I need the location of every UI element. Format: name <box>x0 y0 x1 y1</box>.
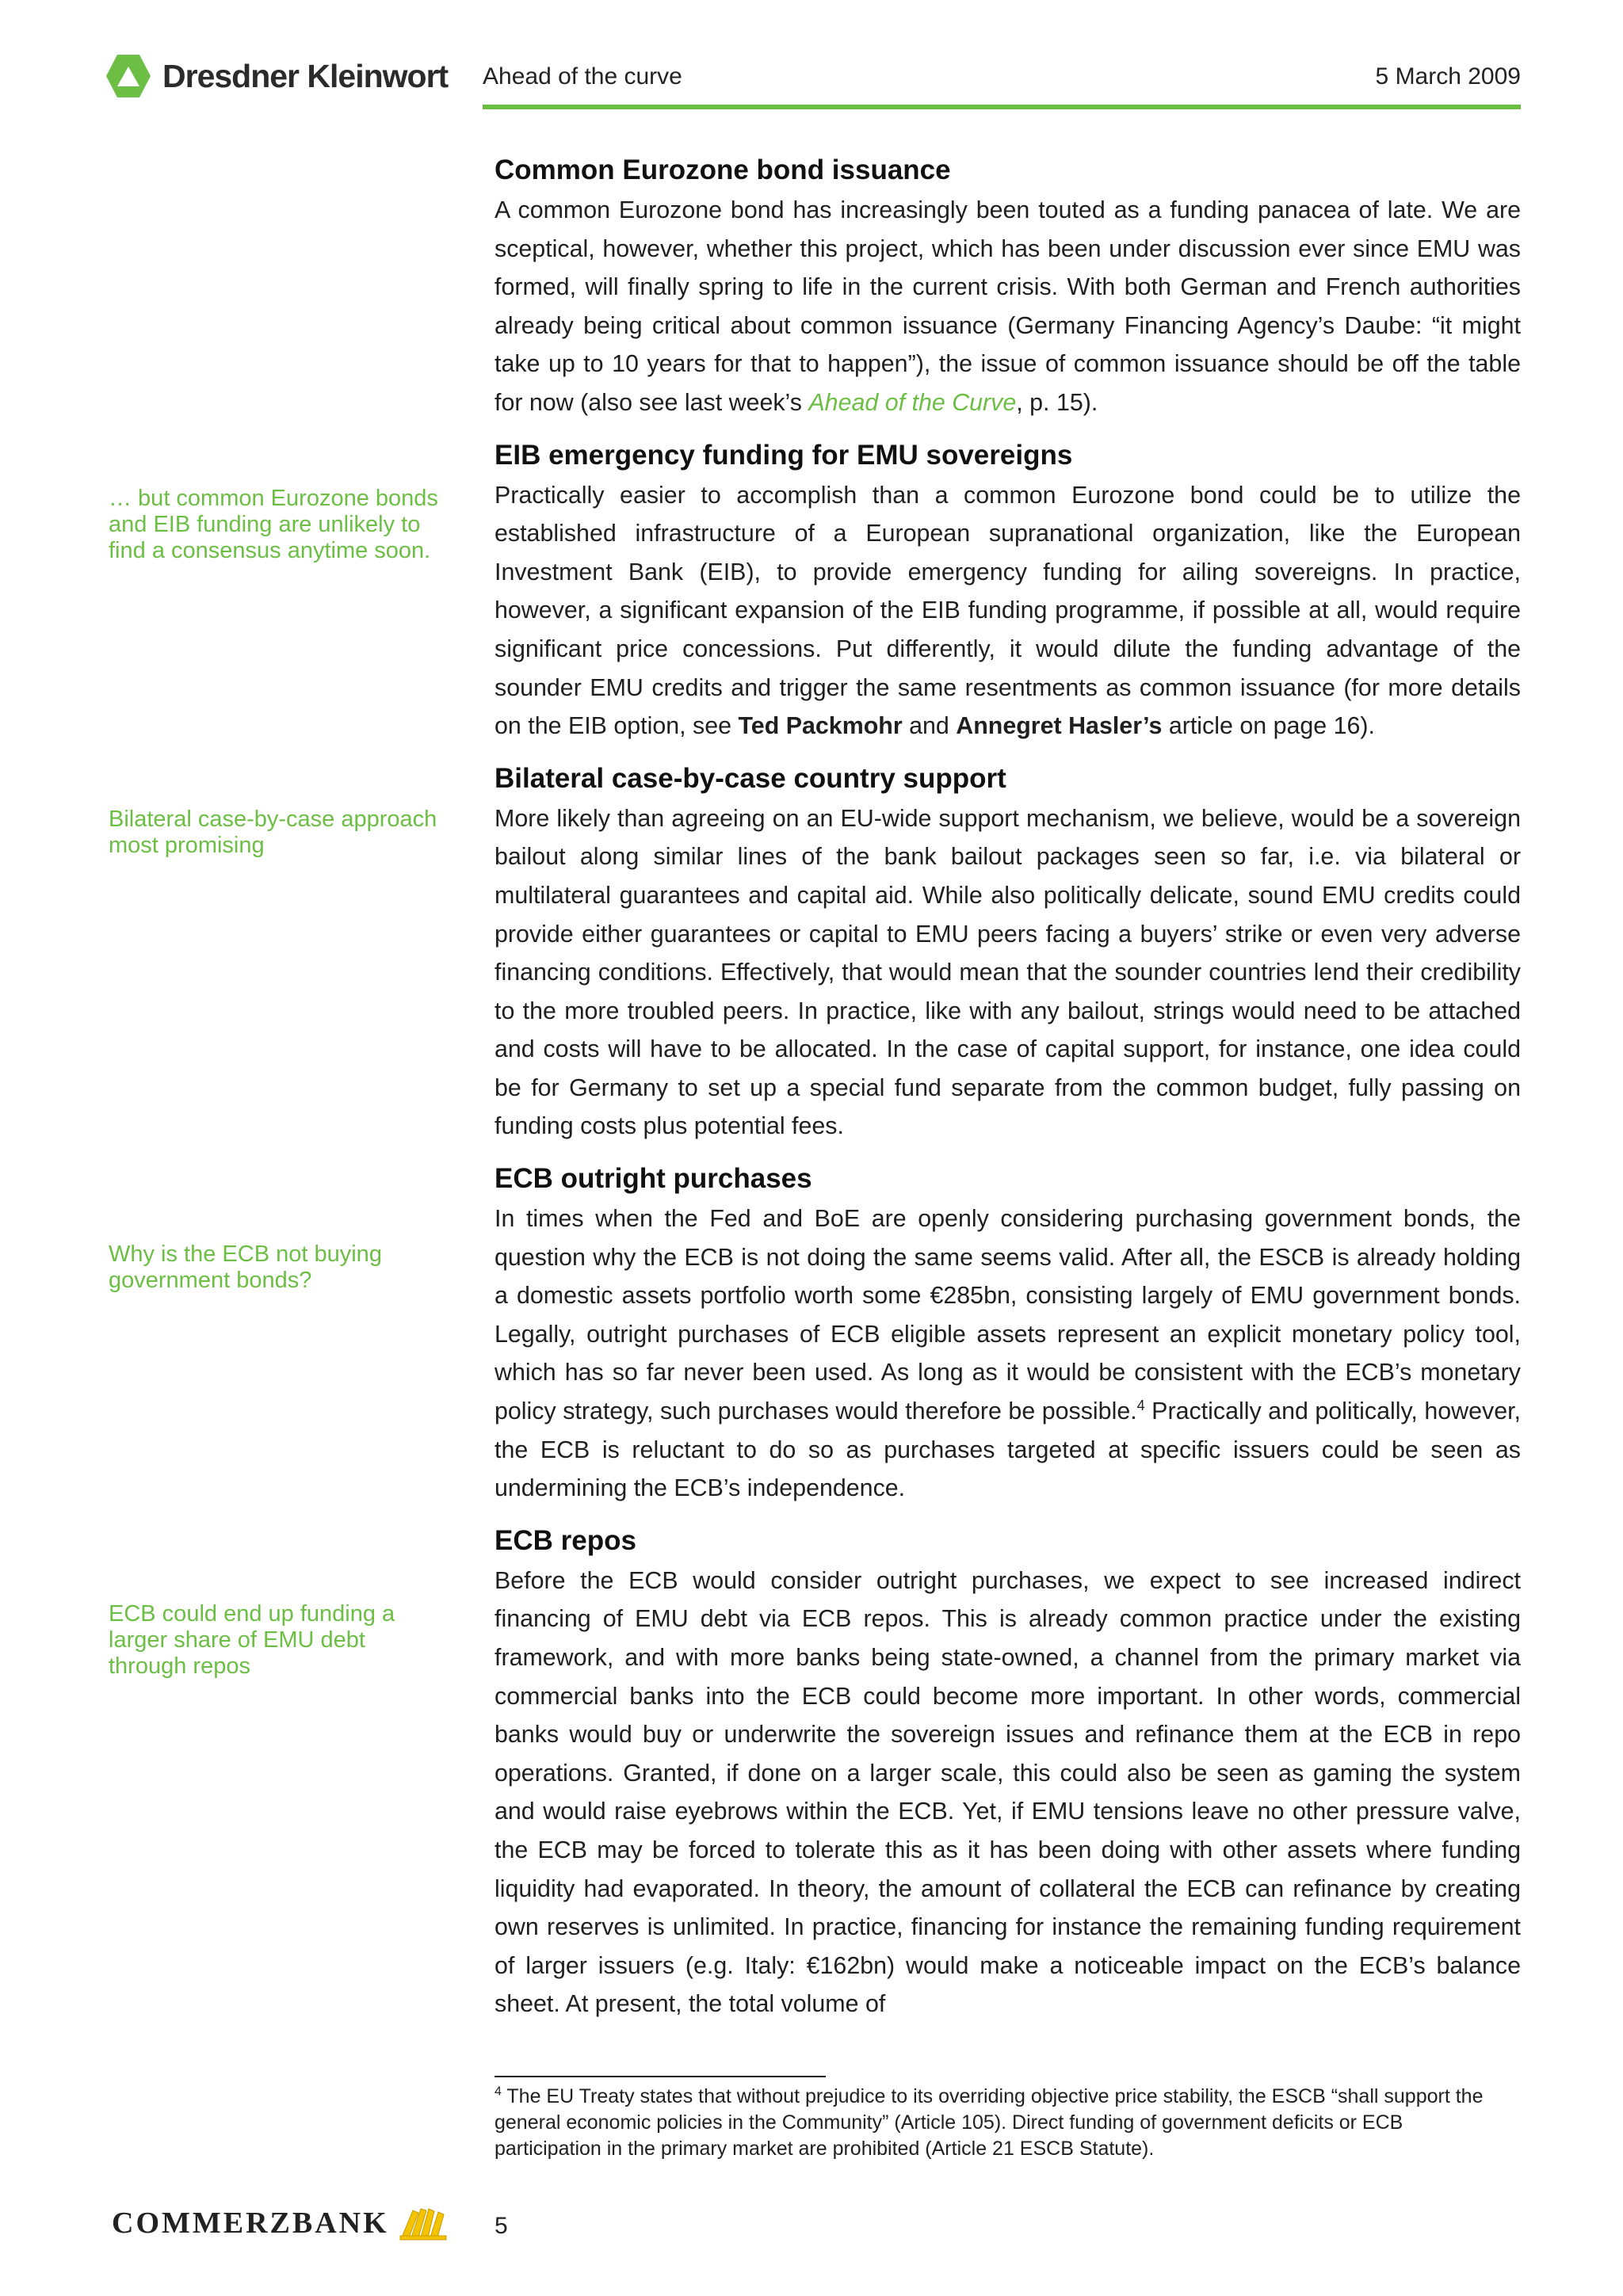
paragraph-text: article on page 16). <box>1162 712 1375 740</box>
footnote-rule <box>495 2076 826 2077</box>
header-date: 5 March 2009 <box>1375 63 1521 90</box>
heading-ecb-outright-purchases: ECB outright purchases <box>495 1163 812 1195</box>
main-content <box>495 153 1521 2023</box>
margin-note-ecb-buying: Why is the ECB not buying government bonds? <box>109 1241 382 1293</box>
heading-common-eurozone-bond: Common Eurozone bond issuance <box>495 154 951 185</box>
footnote-text: The EU Treaty states that without prejudice to its overriding objective price stability, the ESCB “shall support the general economic policies in the Community” (Article 105). Direct funding of government deficits or ECB participation in the primary market are prohibited (Article 21 ESCB Statute). <box>495 2085 1484 2160</box>
footnote-number: 4 <box>495 2084 502 2099</box>
paragraph-ecb-repos: Before the ECB would consider outright purchases, we expect to see increased indirect financing of EMU debt via ECB repos. This is already common practice under the existing framework, and with more banks being state-owned, a channel from the primary market via commercial banks into the ECB could become more important. In other words, commercial banks would buy or underwrite the sovereign issues and refinance them at the ECB in repo operations. Granted, if done on a larger scale, this could also be seen as gaming the system and would raise eyebrows within the ECB. Yet, if EMU tensions leave no other pressure valve, the ECB may be forced to tolerate this as it has been doing with other assets where funding liquidity had evaporated. In theory, the amount of collateral the ECB can refinance by creating own reserves is unlimited. In practice, financing for instance the remaining funding requirement of larger issuers (e.g. Italy: €162bn) would make a noticeable impact on the ECB’s balance sheet. At present, the total volume of <box>495 1566 1521 2018</box>
margin-note-ecb-repos: ECB could end up funding a larger share of EMU debt through repos <box>109 1601 395 1679</box>
footnote <box>495 2084 1493 2162</box>
paragraph-eib-emergency-funding <box>495 476 1521 746</box>
commerzbank-logo <box>112 2206 449 2241</box>
heading-ecb-repos: ECB repos <box>495 1524 636 1556</box>
paragraph-bilateral-support: More likely than agreeing on an EU-wide support mechanism, we believe, would be a sovereign bailout along similar lines of the bank bailout packages seen so far, i.e. via bilateral or multilateral guarantees and capital aid. While also politically delicate, sound EMU credits could provide either guarantees or capital to EMU peers facing a buyers’ strike or even very adverse financing conditions. Effectively, that would mean that the sounder countries lend their credibility to the more troubled peers. In practice, like with any bailout, strings would need to be attached and costs will have to be allocated. In the case of capital support, for instance, one idea could be for Germany to set up a special fund separate from the common budget, fully passing on funding costs plus potential fees. <box>495 804 1521 1140</box>
commerzbank-ribbon-icon <box>397 2206 449 2241</box>
paragraph-common-eurozone-bond <box>495 191 1521 422</box>
margin-note-eurozone-eib: … but common Eurozone bonds and EIB funding are unlikely to find a consensus anytime soon. <box>109 486 438 563</box>
paragraph-text: Practically easier to accomplish than a common Eurozone bond could be to utilize the established infrastructure of a European supranational organization, like the European Investment Bank (EIB), to provide emergency funding for ailing sovereigns. In practice, however, a significant expansion of the EIB funding programme, if possible at all, would require significant price concessions. Put differently, it would dilute the funding advantage of the sounder EMU credits and trigger the same resentments as common issuance (for more details on the EIB option, see <box>495 481 1521 740</box>
margin-note-bilateral: Bilateral case-by-case approach most promising <box>109 807 437 858</box>
author-name: Annegret Hasler’s <box>956 712 1163 740</box>
paragraph-text: A common Eurozone bond has increasingly been touted as a funding panacea of late. We are sceptical, however, whether this project, which has been under discussion ever since EMU was formed, will finally spring to life in the current crisis. With both German and French authorities already being critical about common issuance (Germany Financing Agency’s Daube: “it might take up to 10 years for that to happen”), the issue of common issuance should be off the table for now (also see last week’s <box>495 196 1521 416</box>
author-name: Ted Packmohr <box>738 712 903 740</box>
commerzbank-name: COMMERZBANK <box>112 2206 389 2240</box>
paragraph-text: and <box>902 712 957 740</box>
footnote-reference[interactable]: 4 <box>1136 1397 1145 1413</box>
paragraph-text: Practically and politically, however, the ECB is reluctant to do so as purchases targeted at specific issuers could be seen as undermining the ECB’s independence. <box>495 1398 1521 1502</box>
page-number: 5 <box>495 2213 508 2239</box>
paragraph-ecb-outright-purchases <box>495 1199 1521 1508</box>
header-title: Ahead of the curve <box>483 63 682 90</box>
dresdner-logo-icon <box>105 53 151 99</box>
paragraph-text: , p. 15). <box>1016 388 1098 416</box>
dresdner-kleinwort-logo <box>105 52 449 100</box>
paragraph-text: In times when the Fed and BoE are openly considering purchasing government bonds, the question why the ECB is not doing the same seems valid. After all, the ESCB is already holding a domestic assets portfolio worth some €285bn, consisting largely of EMU government bonds. Legally, outright purchases of ECB eligible assets represent an explicit monetary policy tool, which has so far never been used. As long as it would be consistent with the ECB’s monetary policy strategy, such purchases would therefore be possible. <box>495 1205 1521 1425</box>
brand-name: Dresdner Kleinwort <box>162 57 449 94</box>
header-rule <box>483 105 1521 109</box>
heading-bilateral-support: Bilateral case-by-case country support <box>495 762 1006 794</box>
heading-eib-emergency-funding: EIB emergency funding for EMU sovereigns <box>495 439 1073 471</box>
ahead-of-the-curve-link[interactable]: Ahead of the Curve <box>808 388 1017 416</box>
